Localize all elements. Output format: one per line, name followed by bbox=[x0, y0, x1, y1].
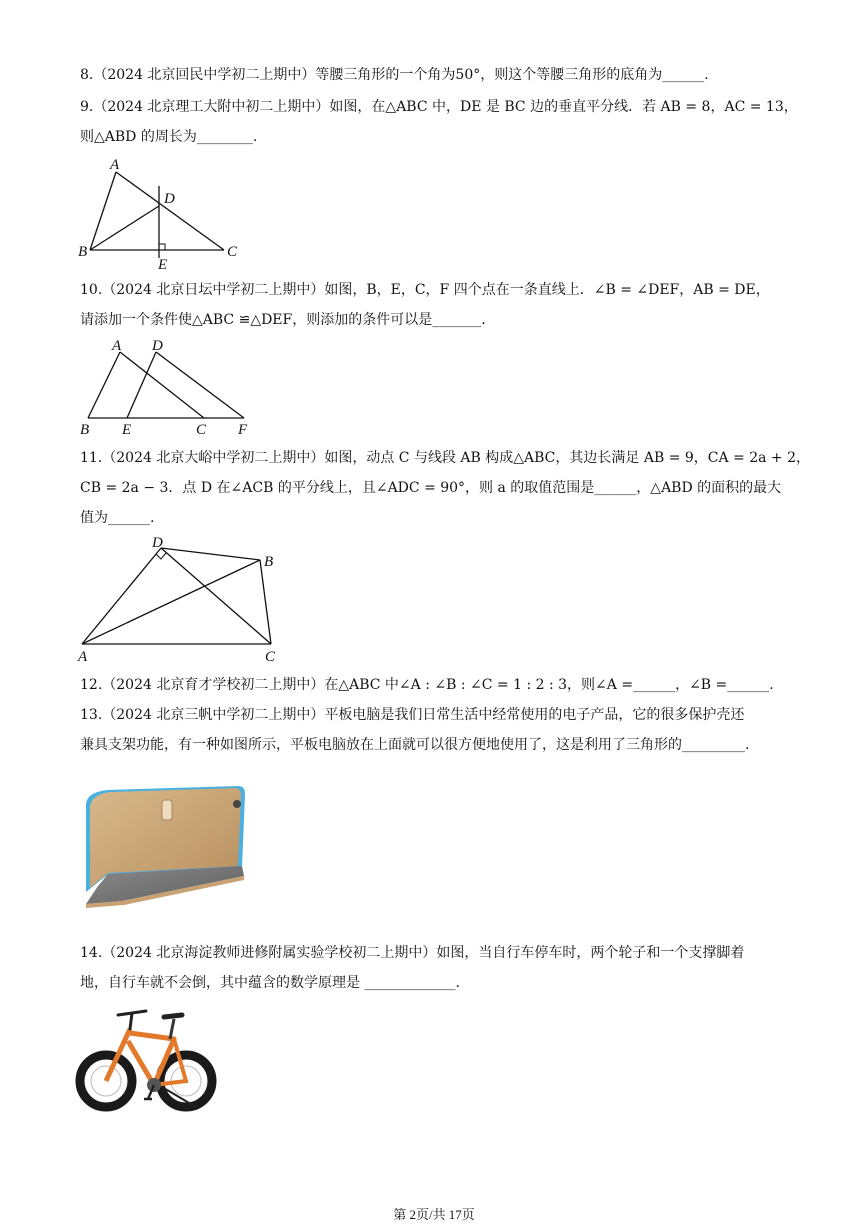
label-A: A bbox=[112, 338, 122, 354]
q11-line-1: 11.（2024 北京大峪中学初二上期中）如图，动点 C 与线段 AB 构成△ABC，其边长满足 AB = 9，CA = 2a + 2， bbox=[80, 450, 811, 466]
segment-DB bbox=[161, 548, 260, 560]
segment-BD bbox=[90, 206, 159, 250]
handlebar bbox=[118, 1011, 146, 1029]
q14-line-2: 地，自行车就不会倒，其中蕴含的数学原理是 _____________. bbox=[80, 975, 460, 991]
cover-tab bbox=[162, 800, 172, 820]
label-F: F bbox=[238, 422, 248, 438]
label-D: D bbox=[152, 338, 163, 354]
label-D: D bbox=[164, 191, 175, 207]
segment-AD bbox=[82, 548, 161, 644]
bicycle-photo bbox=[78, 1003, 218, 1121]
label-B: B bbox=[264, 554, 274, 570]
page-footer: 第 2页/共 17页 bbox=[393, 1207, 475, 1222]
label-D: D bbox=[152, 535, 163, 551]
label-C: C bbox=[196, 422, 207, 438]
q12-line-1: 12.（2024 北京育才学校初二上期中）在△ABC 中∠A : ∠B : ∠C = 1 : 2 : 3，则∠A =______，∠B =______. bbox=[80, 677, 774, 693]
seat-post bbox=[170, 1019, 174, 1039]
q13-line-1: 13.（2024 北京三帆中学初二上期中）平板电脑是我们日常生活中经常使用的电子产品，它的很多保护壳还 bbox=[80, 707, 745, 723]
label-A: A bbox=[110, 157, 120, 173]
label-B: B bbox=[80, 422, 90, 438]
label-E: E bbox=[158, 257, 168, 273]
segment-AB bbox=[82, 560, 260, 644]
camera-icon bbox=[233, 800, 241, 808]
q14-line-1: 14.（2024 北京海淀教师进修附属实验学校初二上期中）如图，当自行车停车时，两个轮子和一个支撑脚着 bbox=[80, 945, 745, 961]
q10-triangles-figure bbox=[76, 336, 266, 441]
right-angle-mark bbox=[156, 553, 166, 559]
label-C: C bbox=[227, 244, 238, 260]
segment-DF bbox=[156, 352, 244, 418]
label-C: C bbox=[265, 649, 276, 665]
q10-line-2: 请添加一个条件使△ABC ≌△DEF，则添加的条件可以是_______. bbox=[80, 312, 486, 328]
segment-AB bbox=[88, 352, 120, 418]
q11-quadrilateral-figure bbox=[74, 532, 289, 667]
label-E: E bbox=[122, 422, 132, 438]
bike-seat bbox=[164, 1015, 182, 1017]
q9-line-1: 9.（2024 北京理工大附中初二上期中）如图，在△ABC 中，DE 是 BC 边的垂直平分线．若 AB = 8，AC = 13， bbox=[80, 99, 798, 115]
q9-triangle-figure bbox=[76, 156, 246, 271]
label-A: A bbox=[78, 649, 88, 665]
q10-line-1: 10.（2024 北京日坛中学初二上期中）如图，B，E，C，F 四个点在一条直线上．∠B = ∠DEF，AB = DE， bbox=[80, 282, 770, 298]
segment-AC bbox=[116, 172, 224, 250]
q9-line-2: 则△ABD 的周长为________. bbox=[80, 129, 258, 145]
tablet-stand-photo bbox=[78, 780, 248, 910]
label-B: B bbox=[78, 244, 88, 260]
segment-AC bbox=[120, 352, 204, 418]
segment-DE bbox=[127, 352, 156, 418]
q11-line-2: CB = 2a − 3．点 D 在∠ACB 的平分线上，且∠ADC = 90°，则 a 的取值范围是______，△ABD 的面积的最大 bbox=[80, 480, 782, 496]
segment-AB bbox=[90, 172, 116, 250]
segment-BC bbox=[260, 560, 271, 644]
q11-line-3: 值为______. bbox=[80, 510, 155, 526]
right-angle-mark bbox=[159, 244, 165, 250]
q13-line-2: 兼具支架功能，有一种如图所示，平板电脑放在上面就可以很方便地使用了，这是利用了三角形的_________. bbox=[80, 737, 750, 753]
q8-line-1: 8.（2024 北京回民中学初二上期中）等腰三角形的一个角为50°，则这个等腰三角形的底角为______. bbox=[80, 67, 709, 83]
